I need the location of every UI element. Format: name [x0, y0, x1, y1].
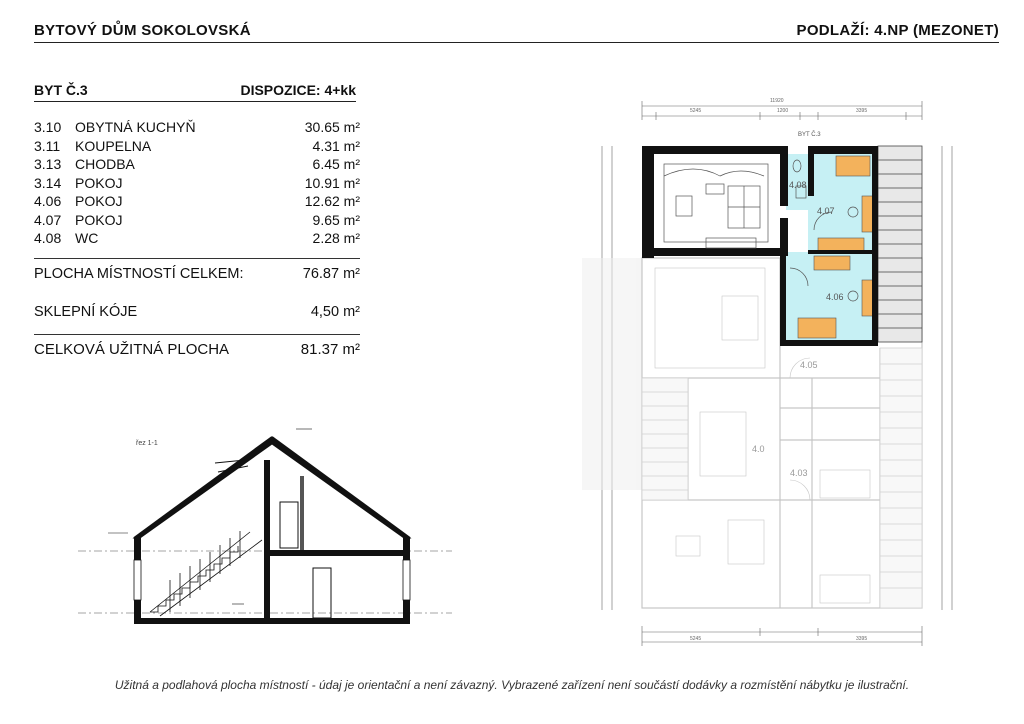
room-area: 30.65 m²	[304, 119, 360, 135]
room-area: 2.28 m²	[312, 230, 360, 246]
plan-unit-label: BYT Č.3	[798, 132, 821, 138]
rooms-total-value: 76.87 m²	[302, 266, 360, 282]
plan-label-4-07: 4.07	[817, 206, 835, 216]
room-number: 3.10	[34, 119, 62, 135]
room-name: CHODBA	[75, 156, 135, 172]
cellar-label: SKLEPNÍ KÓJE	[34, 304, 138, 320]
plan-label-4-08: 4.08	[789, 180, 807, 190]
room-area: 4.31 m²	[312, 137, 360, 154]
room-area: 10.91 m²	[304, 174, 360, 191]
room-area: 9.65 m²	[312, 211, 360, 228]
svg-text:3395: 3395	[856, 636, 868, 642]
room-name: POKOJ	[75, 174, 123, 191]
building-title: BYTOVÝ DŮM SOKOLOVSKÁ	[34, 22, 251, 39]
room-name: POKOJ	[75, 211, 123, 228]
unit-label: BYT Č.3	[34, 82, 88, 98]
section-label: řez 1-1	[136, 440, 158, 447]
room-number: 4.06	[34, 193, 62, 209]
layout-label: DISPOZICE: 4+kk	[240, 82, 356, 98]
room-number: 4.07	[34, 211, 62, 228]
plan-label-4-03: 4.03	[790, 468, 808, 478]
room-area: 6.45 m²	[312, 156, 360, 172]
svg-text:3395: 3395	[856, 108, 868, 114]
total-area-label: CELKOVÁ UŽITNÁ PLOCHA	[34, 341, 230, 358]
room-number: 3.11	[34, 137, 61, 154]
total-area-value: 81.37 m²	[300, 341, 360, 358]
disclaimer: Užitná a podlahová plocha místností - údaj je orientační a není závazný. Vybrazené zařízení není součástí dodávky a rozmístění nábytku je ilustrační.	[114, 678, 910, 692]
plan-label-4-05: 4.05	[800, 360, 818, 370]
room-number: 4.08	[34, 230, 62, 246]
svg-text:5245: 5245	[690, 108, 702, 114]
room-area: 12.62 m²	[304, 193, 360, 209]
room-name: OBYTNÁ KUCHYŇ	[75, 119, 196, 135]
plan-label-4-0: 4.0	[752, 444, 765, 454]
cellar-value: 4,50 m²	[310, 304, 360, 320]
floor-title: PODLAŽÍ: 4.NP (MEZONET)	[796, 22, 999, 39]
room-name: KOUPELNA	[75, 137, 152, 154]
room-number: 3.14	[34, 174, 62, 191]
svg-text:1200: 1200	[777, 108, 789, 114]
room-name: WC	[75, 230, 99, 246]
svg-text:11920: 11920	[770, 98, 784, 104]
room-number: 3.13	[34, 156, 62, 172]
room-name: POKOJ	[75, 193, 123, 209]
svg-text:5245: 5245	[690, 636, 702, 642]
plan-label-4-06: 4.06	[826, 292, 844, 302]
rooms-total-label: PLOCHA MÍSTNOSTÍ CELKEM:	[34, 266, 244, 282]
